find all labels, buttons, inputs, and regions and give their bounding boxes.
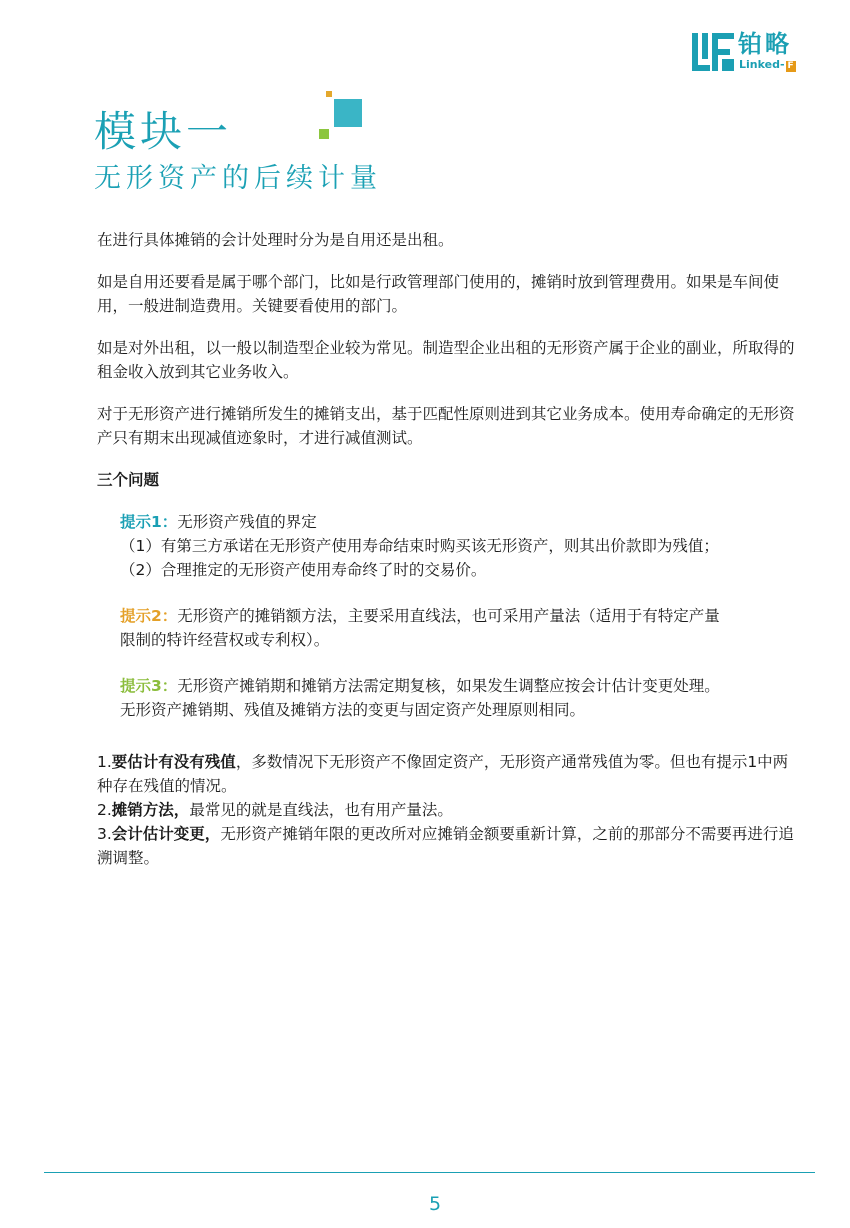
decor-square-green — [319, 129, 329, 139]
section-heading: 三个问题 — [97, 471, 160, 489]
paragraph: 对于无形资产进行摊销所发生的摊销支出，基于匹配性原则进到其它业务成本。使用寿命确定的无形资产只有期末出现减值迹象时，才进行减值测试。 — [97, 405, 795, 447]
logo-english-text: Linked- — [739, 58, 785, 71]
numbered-item-1-bold: 要估计有没有残值 — [111, 753, 236, 771]
hint-1 — [97, 510, 730, 582]
numbered-item-2-num: 2. — [97, 801, 112, 819]
hint-2-line-1 — [120, 604, 730, 652]
numbered-item-2-bold: 摊销方法， — [111, 801, 190, 819]
paragraph: 如是自用还要看是属于哪个部门，比如是行政管理部门使用的，摊销时放到管理费用。如果是车间使用，一般进制造费用。关键要看使用的部门。 — [97, 273, 780, 315]
linked-f-logo-icon — [692, 33, 734, 71]
numbered-item-3-num: 3. — [97, 825, 112, 843]
numbered-item-3 — [97, 822, 797, 870]
numbered-item-1-text: ，多数情况下无形资产不像固定资产，无形资产通常残值为零。但也有提示1中两种存在残值的情况。 — [97, 753, 789, 795]
company-logo — [692, 30, 812, 74]
logo-chinese-name: 铂略 — [738, 30, 792, 58]
decor-square-orange — [326, 91, 332, 97]
decor-square-teal — [334, 99, 362, 127]
page-title: 模块一 — [94, 107, 233, 156]
paragraph: 在进行具体摊销的会计处理时分为是自用还是出租。 — [97, 231, 454, 249]
numbered-item-1-num: 1. — [97, 753, 112, 771]
hint-1-text: 无形资产残值的界定 — [177, 513, 317, 531]
document-body — [97, 228, 797, 870]
hint-2-label: 提示2： — [120, 607, 178, 625]
numbered-item-2-text: 最常见的就是直线法，也有用产量法。 — [189, 801, 453, 819]
hint-2 — [97, 604, 730, 652]
hint-3-text: 无形资产摊销期和摊销方法需定期复核，如果发生调整应按会计估计变更处理。无形资产摊销期、残值及摊销方法的变更与固定资产处理原则相同。 — [120, 677, 720, 719]
paragraph: 如是对外出租，以一般以制造型企业较为常见。制造型企业出租的无形资产属于企业的副业，所取得的租金收入放到其它业务收入。 — [97, 339, 795, 381]
page-subtitle: 无形资产的后续计量 — [94, 163, 382, 194]
numbered-item-1 — [97, 750, 797, 798]
hint-1-line-1 — [120, 510, 730, 534]
logo-english-suffix: F — [787, 61, 794, 71]
hint-2-text: 无形资产的摊销额方法，主要采用直线法，也可采用产量法（适用于有特定产量限制的特许经营权或专利权）。 — [120, 607, 720, 649]
numbered-item-3-text: 无形资产摊销年限的更改所对应摊销金额要重新计算，之前的那部分不需要再进行追溯调整。 — [97, 825, 794, 867]
logo-english-name — [739, 59, 796, 72]
hint-1-line-3: （2）合理推定的无形资产使用寿命终了时的交易价。 — [120, 561, 487, 579]
numbered-item-2 — [97, 798, 797, 822]
hint-1-label: 提示1： — [120, 513, 178, 531]
hint-3-line-1 — [120, 674, 730, 722]
hint-3 — [97, 674, 730, 722]
footer-divider — [44, 1172, 815, 1173]
hint-1-line-2: （1）有第三方承诺在无形资产使用寿命结束时购买该无形资产，则其出价款即为残值； — [120, 537, 719, 555]
hint-3-label: 提示3： — [120, 677, 178, 695]
numbered-item-3-bold: 会计估计变更， — [111, 825, 221, 843]
page-number: 5 — [428, 1193, 442, 1215]
